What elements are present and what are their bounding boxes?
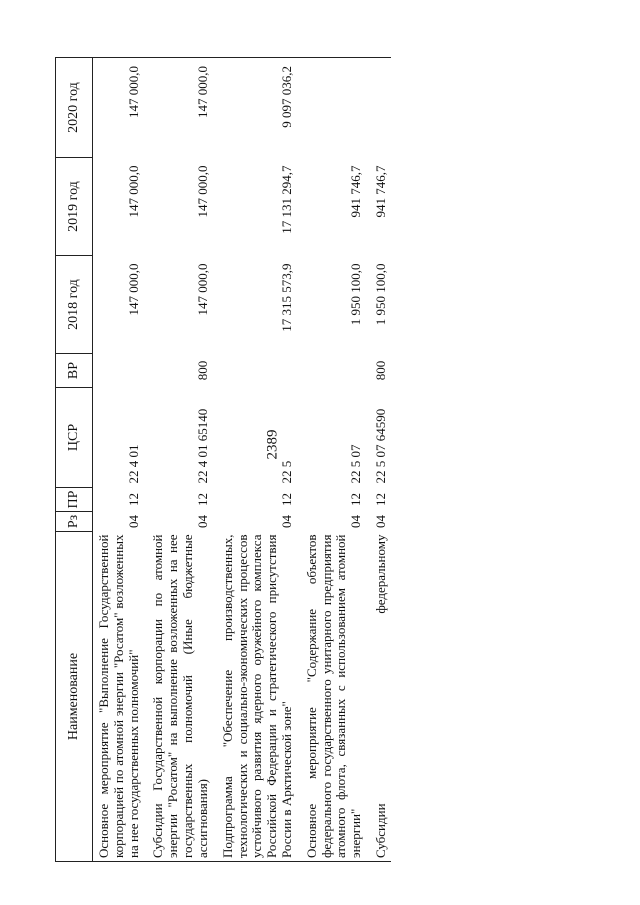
row-2019: 147 000,0 <box>125 165 141 218</box>
table-row <box>147 58 216 862</box>
row-vr: 800 <box>373 360 388 381</box>
row-csr: 22 4 01 <box>125 444 141 484</box>
header-vr: ВР <box>56 354 93 388</box>
row-name-right: федеральному <box>373 534 388 614</box>
row-pr: 12 <box>194 493 210 506</box>
header-name: Наименование <box>56 532 93 862</box>
table-row <box>301 58 370 862</box>
row-csr: 22 5 07 64590 <box>373 408 388 484</box>
table-row <box>217 58 301 862</box>
header-csr: ЦСР <box>56 388 93 488</box>
row-name-text <box>374 535 389 859</box>
row-name-text: Основное мероприятие "Выполнение Государственной корпорацией по атомной энергии "Росатом" возложенных на нее государственных полномочий" <box>96 534 141 858</box>
rotated-page <box>55 58 640 858</box>
row-2018: 1 950 100,0 <box>373 263 388 326</box>
row-name <box>147 532 216 862</box>
row-rz: 04 <box>125 515 141 528</box>
table-row <box>93 58 148 862</box>
row-vr: 800 <box>194 360 210 381</box>
table-header-row <box>56 58 93 862</box>
row-2018: 147 000,0 <box>194 263 210 316</box>
row-rz: 04 <box>278 515 294 528</box>
header-2018: 2018 год <box>56 256 93 354</box>
row-rz: 04 <box>373 515 388 528</box>
row-csr: 22 4 01 65140 <box>194 408 210 484</box>
row-2018: 17 315 573,9 <box>278 263 294 332</box>
row-name-text: Основное мероприятие "Содержание объектов федерального государственного унитарного предприятия атомного флота, связанных с использованием атомной энергии" <box>303 534 364 858</box>
row-2018: 1 950 100,0 <box>348 263 364 326</box>
row-vr <box>301 354 370 388</box>
row-name <box>93 532 148 862</box>
row-2020: 9 097 036,2 <box>217 58 301 158</box>
row-2020 <box>301 58 370 158</box>
row-2019: 17 131 294,7 <box>278 165 294 234</box>
header-2019: 2019 год <box>56 158 93 256</box>
row-pr: 12 <box>125 493 141 506</box>
row-name-left: Субсидии <box>373 803 388 858</box>
row-pr: 12 <box>348 493 364 506</box>
budget-table <box>55 57 391 862</box>
row-2020 <box>370 58 391 158</box>
row-2019: 147 000,0 <box>194 165 210 218</box>
row-name <box>217 532 301 862</box>
row-csr: 22 5 <box>278 460 294 484</box>
row-2020: 147 000,0 <box>93 58 148 158</box>
row-name-text: Субсидии Государственной корпорации по атомной энергии "Росатом" на выполнение возложенных на нее государственных полномочий (Иные бюджетные ассигнования) <box>150 534 210 858</box>
row-2020: 147 000,0 <box>147 58 216 158</box>
table-row <box>370 58 391 862</box>
row-vr <box>93 354 148 388</box>
row-name <box>301 532 370 862</box>
header-pr: ПР <box>56 488 93 512</box>
header-rz: Рз <box>56 512 93 532</box>
row-name <box>370 532 391 862</box>
header-2020: 2020 год <box>56 58 93 158</box>
page-number-text: 2389 <box>264 429 281 459</box>
row-pr: 12 <box>278 493 294 506</box>
row-name-text: Подпрограмма "Обеспечение производственных, технологических и социально-экономических процессов устойчивого развития ядерного оружейного комплекса Российской Федерации и стратегического присутствия России в Арктической зоне" <box>219 534 294 858</box>
row-rz: 04 <box>194 515 210 528</box>
row-csr: 22 5 07 <box>348 444 364 484</box>
row-2019: 941 746,7 <box>373 165 388 218</box>
budget-table-frame <box>55 58 600 862</box>
row-pr: 12 <box>373 493 388 506</box>
row-2018: 147 000,0 <box>125 263 141 316</box>
row-rz: 04 <box>348 515 364 528</box>
row-vr <box>217 354 301 388</box>
row-2019: 941 746,7 <box>348 165 364 218</box>
